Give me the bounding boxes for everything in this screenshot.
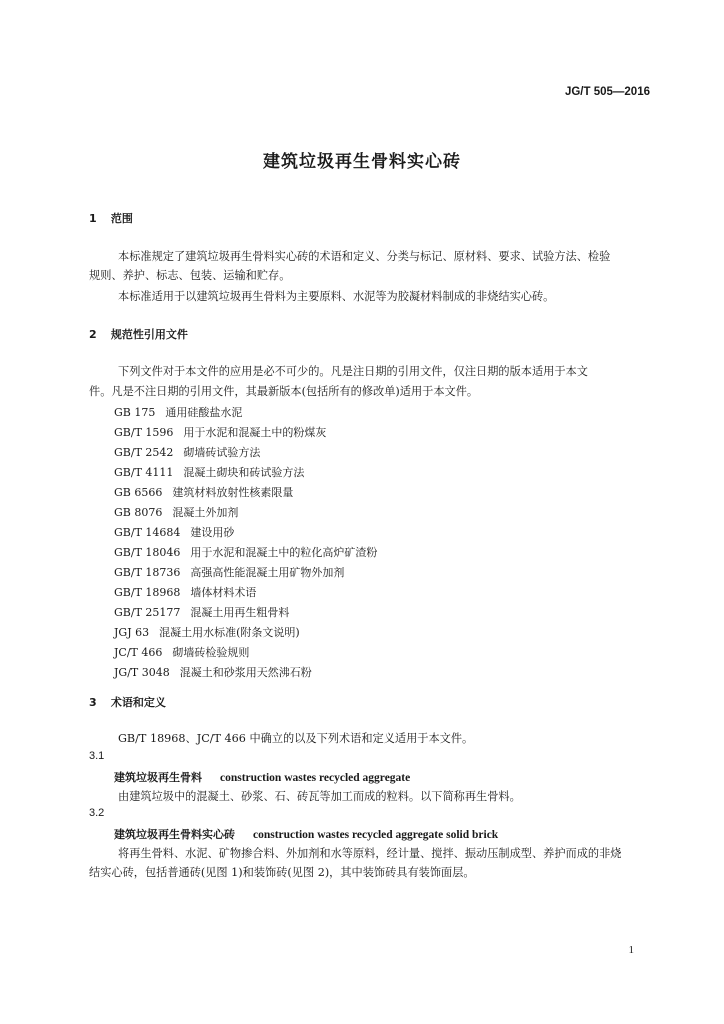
standard-code: JG/T 505—2016 (564, 86, 650, 98)
reference-name: 混凝土外加剂 (172, 506, 239, 519)
reference-name: 墙体材料术语 (190, 586, 257, 599)
reference-code: GB/T 4111 (114, 466, 174, 479)
section-3-heading (89, 694, 166, 710)
term-definition: 结实心砖，包括普通砖(见图 1)和装饰砖(见图 2)，其中装饰砖具有装饰面层。 (89, 866, 475, 879)
section-1-heading (89, 210, 133, 226)
section-2-paragraph: 下列文件对于本文件的应用是必不可少的。凡是注日期的引用文件，仅注日期的版本适用于本文 (118, 365, 588, 378)
reference-name: 用于水泥和混凝土中的粒化高炉矿渣粉 (190, 546, 378, 559)
reference-code: GB/T 1596 (114, 426, 174, 439)
section-1-paragraph: 本标准规定了建筑垃圾再生骨料实心砖的术语和定义、分类与标记、原材料、要求、试验方法、检验 (118, 250, 611, 263)
reference-name: 混凝土用再生粗骨料 (190, 606, 290, 619)
clause-number: 3.2 (89, 807, 105, 819)
section-1-paragraph: 本标准适用于以建筑垃圾再生骨料为主要原料、水泥等为胶凝材料制成的非烧结实心砖。 (118, 290, 555, 303)
term-definition: 由建筑垃圾中的混凝土、砂浆、石、砖瓦等加工而成的粒料。以下简称再生骨料。 (118, 790, 521, 803)
reference-item (114, 584, 256, 600)
reference-name: 建设用砂 (190, 526, 235, 539)
reference-name: 砌墙砖检验规则 (172, 646, 250, 659)
page-number: 1 (628, 944, 634, 956)
reference-code: JGJ 63 (114, 626, 150, 639)
section-number: 2 (89, 328, 97, 341)
reference-item (114, 544, 377, 560)
reference-item (114, 404, 242, 420)
reference-item (114, 564, 344, 580)
reference-name: 混凝土砌块和砖试验方法 (183, 466, 305, 479)
reference-code: GB 175 (114, 406, 156, 419)
reference-name: 混凝土用水标准(附条文说明) (159, 626, 300, 639)
reference-item (114, 444, 260, 460)
section-2-paragraph: 件。凡是不注日期的引用文件，其最新版本(包括所有的修改单)适用于本文件。 (89, 385, 479, 398)
reference-item (114, 424, 326, 440)
section-title: 范围 (110, 212, 133, 225)
reference-item (114, 604, 289, 620)
section-number: 1 (89, 212, 97, 225)
reference-name: 高强高性能混凝土用矿物外加剂 (190, 566, 345, 579)
section-1-paragraph: 规则、养护、标志、包装、运输和贮存。 (89, 269, 291, 282)
reference-code: GB/T 18046 (114, 546, 181, 559)
reference-code: GB/T 18968 (114, 586, 181, 599)
reference-item (114, 464, 304, 480)
reference-item (114, 484, 293, 500)
reference-item (114, 504, 238, 520)
term-heading (114, 826, 498, 842)
term-definition: 将再生骨料、水泥、矿物掺合料、外加剂和水等原料，经计量、搅拌、振动压制成型、养护而成的非烧 (118, 847, 622, 860)
reference-name: 砌墙砖试验方法 (183, 446, 261, 459)
section-2-heading (89, 326, 188, 342)
reference-code: JG/T 3048 (114, 666, 170, 679)
reference-item (114, 624, 300, 640)
section-3-paragraph: GB/T 18968、JC/T 466 中确立的以及下列术语和定义适用于本文件。 (118, 732, 474, 745)
term-chinese: 建筑垃圾再生骨料实心砖 (114, 828, 235, 841)
reference-code: GB 8076 (114, 506, 163, 519)
section-title: 规范性引用文件 (110, 328, 188, 341)
term-heading (114, 769, 410, 785)
reference-code: GB/T 25177 (114, 606, 181, 619)
reference-code: JC/T 466 (114, 646, 163, 659)
reference-code: GB/T 18736 (114, 566, 181, 579)
reference-item (114, 524, 234, 540)
clause-number: 3.1 (89, 750, 105, 762)
reference-name: 通用硅酸盐水泥 (165, 406, 243, 419)
reference-item (114, 664, 312, 680)
section-number: 3 (89, 696, 97, 709)
term-chinese: 建筑垃圾再生骨料 (114, 771, 202, 784)
reference-item (114, 644, 249, 660)
reference-code: GB 6566 (114, 486, 163, 499)
reference-code: GB/T 2542 (114, 446, 174, 459)
term-english: construction wastes recycled aggregate (220, 772, 411, 784)
reference-name: 用于水泥和混凝土中的粉煤灰 (183, 426, 327, 439)
document-title: 建筑垃圾再生骨料实心砖 (263, 152, 461, 172)
term-english: construction wastes recycled aggregate solid brick (253, 829, 499, 841)
reference-name: 建筑材料放射性核素限量 (172, 486, 294, 499)
section-title: 术语和定义 (110, 696, 166, 709)
reference-name: 混凝土和砂浆用天然沸石粉 (179, 666, 312, 679)
reference-code: GB/T 14684 (114, 526, 181, 539)
